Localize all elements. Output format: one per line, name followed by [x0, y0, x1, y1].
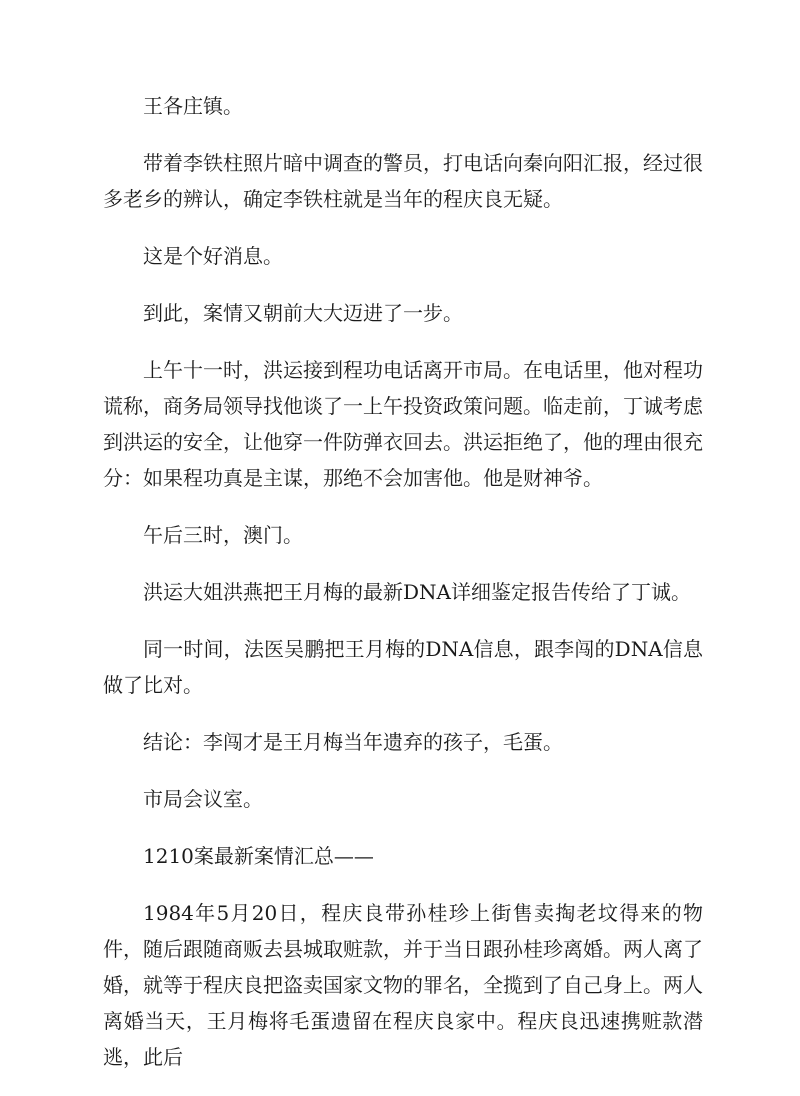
paragraph: 午后三时，澳门。: [143, 523, 303, 547]
paragraph: 洪运大姐洪燕把王月梅的最新DNA详细鉴定报告传给了丁诚。: [143, 580, 691, 604]
paragraph: 市局会议室。: [143, 787, 263, 811]
paragraph: 带着李铁柱照片暗中调查的警员，打电话向秦向阳汇报，经过很多老乡的辨认，确定李铁柱就是当年的程庆良无疑。: [103, 151, 703, 211]
paragraph: 1984年5月20日，程庆良带孙桂珍上街售卖掏老坟得来的物件，随后跟随商贩去县城取赃款，并于当日跟孙桂珍离婚。两人离了婚，就等于程庆良把盗卖国家文物的罪名，全揽到了自己身上。两人离婚当天，王月梅将毛蛋遗留在程庆良家中。程庆良迅速携赃款潜逃，此后: [103, 901, 703, 1069]
paragraph: 1210案最新案情汇总——: [143, 844, 374, 868]
paragraph: 上午十一时，洪运接到程功电话离开市局。在电话里，他对程功谎称，商务局领导找他谈了一上午投资政策问题。临走前，丁诚考虑到洪运的安全，让他穿一件防弹衣回去。洪运拒绝了，他的理由很充分：如果程功真是主谋，那绝不会加害他。他是财神爷。: [103, 358, 703, 490]
paragraph: 结论：李闯才是王月梅当年遗弃的孩子，毛蛋。: [143, 730, 563, 754]
paragraph: 这是个好消息。: [143, 244, 283, 268]
paragraph: 同一时间，法医吴鹏把王月梅的DNA信息，跟李闯的DNA信息做了比对。: [103, 637, 703, 697]
paragraph: 到此，案情又朝前大大迈进了一步。: [143, 301, 463, 325]
document-body: [103, 88, 703, 1096]
paragraph: 王各庄镇。: [143, 94, 243, 118]
